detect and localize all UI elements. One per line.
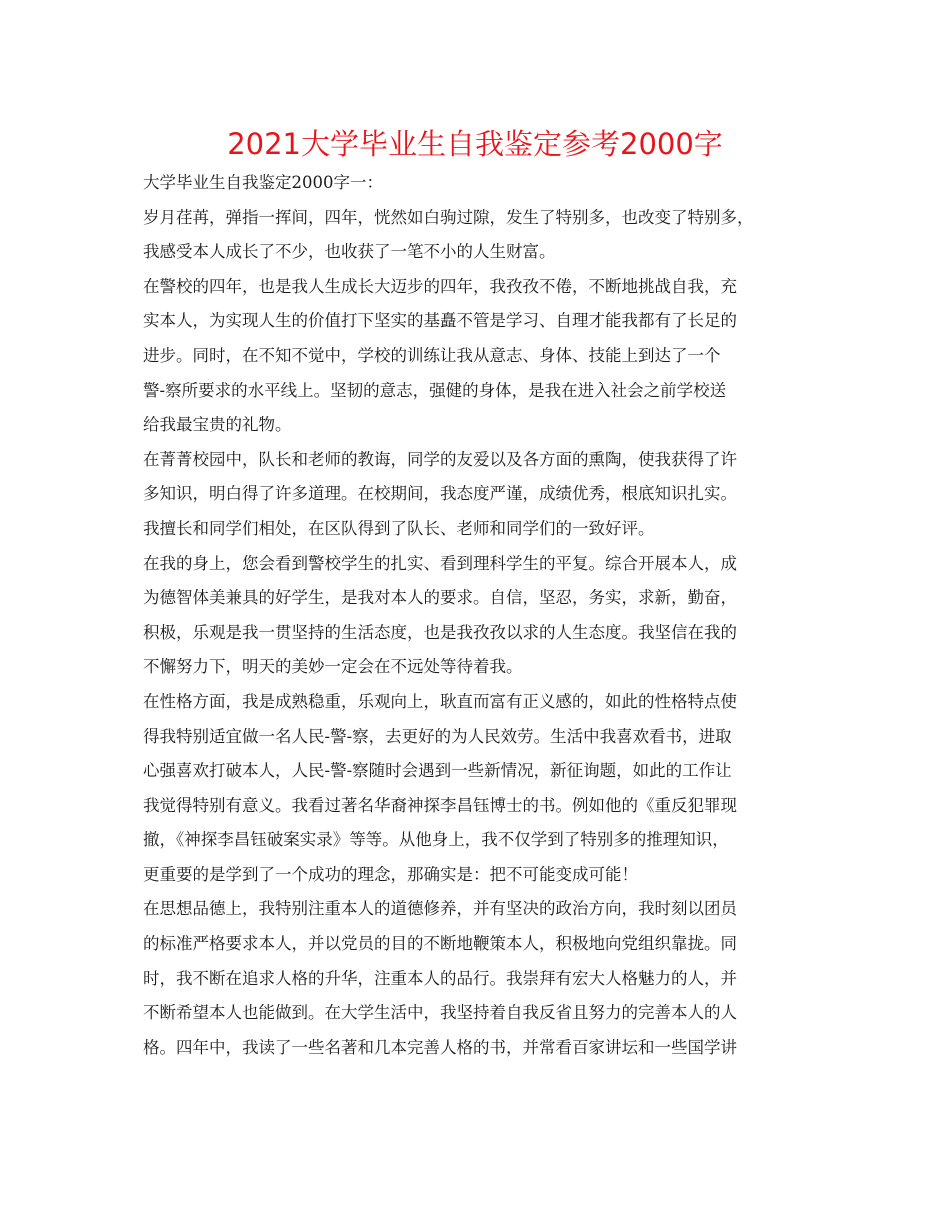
- text-line: 警-察所要求的水平线上。坚韧的意志，强健的身体，是我在进入社会之前学校送: [143, 380, 727, 400]
- text-line: 得我特别适宜做一名人民-警-察，去更好的为人民效劳。生活中我喜欢看书，进取: [143, 726, 732, 746]
- text-line: 我感受本人成长了不少，也收获了一笔不小的人生财富。: [143, 242, 556, 262]
- text-line: 在思想品德上，我特别注重本人的道德修养，并有坚决的政治方向，我时刻以团员: [143, 899, 737, 919]
- text-line: 在性格方面，我是成熟稳重，乐观向上，耿直而富有正义感的，如此的性格特点使: [143, 691, 737, 711]
- text-line: 进步。同时，在不知不觉中，学校的训练让我从意志、身体、技能上到达了一个: [143, 345, 721, 365]
- text-line: 的标准严格要求本人，并以党员的目的不断地鞭策本人，积极地向党组织靠拢。同: [143, 934, 737, 954]
- text-line: 给我最宝贵的礼物。: [143, 415, 292, 435]
- text-line: 我觉得特别有意义。我看过著名华裔神探李昌钰博士的书。例如他的《重反犯罪现: [143, 795, 737, 815]
- text-line: 不懈努力下，明天的美妙一定会在不远处等待着我。: [143, 657, 523, 677]
- text-line: 格。四年中，我读了一些名著和几本完善人格的书，并常看百家讲坛和一些国学讲: [143, 1037, 737, 1057]
- text-line: 更重要的是学到了一个成功的理念，那确实是：把不可能变成可能！: [143, 864, 638, 884]
- text-line: 心强喜欢打破本人，人民-警-察随时会遇到一些新情况，新征询题，如此的工作让: [143, 761, 732, 781]
- document-title: 2021大学毕业生自我鉴定参考2000字: [227, 127, 723, 161]
- text-line: 积极，乐观是我一贯坚持的生活态度，也是我孜孜以求的人生态度。我坚信在我的: [143, 622, 737, 642]
- text-line: 在我的身上，您会看到警校学生的扎实、看到理科学生的平复。综合开展本人，成: [143, 553, 737, 573]
- text-line: 多知识，明白得了许多道理。在校期间，我态度严谨，成绩优秀，根底知识扎实。: [143, 484, 737, 504]
- text-line: 实本人，为实现人生的价值打下坚实的基矗不管是学习、自理才能我都有了长足的: [143, 311, 737, 331]
- text-line: 大学毕业生自我鉴定2000字一：: [143, 173, 383, 192]
- text-line: 为德智体美兼具的好学生，是我对本人的要求。自信，坚忍，务实，求新，勤奋，: [143, 588, 737, 608]
- text-line: 岁月荏苒，弹指一挥间，四年，恍然如白驹过隙，发生了特别多，也改变了特别多，: [143, 207, 754, 227]
- text-line: 在警校的四年，也是我人生成长大迈步的四年，我孜孜不倦，不断地挑战自我，充: [143, 276, 737, 296]
- text-line: 在菁菁校园中，队长和老师的教诲，同学的友爱以及各方面的熏陶，使我获得了许: [143, 449, 737, 469]
- text-line: 时，我不断在追求人格的升华，注重本人的品行。我崇拜有宏大人格魅力的人，并: [143, 968, 737, 988]
- document-body: [143, 166, 823, 1065]
- text-line: 我擅长和同学们相处，在区队得到了队长、老师和同学们的一致好评。: [143, 518, 655, 538]
- text-line: 不断希望本人也能做到。在大学生活中，我坚持着自我反省且努力的完善本人的人: [143, 1003, 737, 1023]
- text-line: 撤，《神探李昌钰破案实录》等等。从他身上，我不仅学到了特别多的推理知识，: [143, 830, 729, 850]
